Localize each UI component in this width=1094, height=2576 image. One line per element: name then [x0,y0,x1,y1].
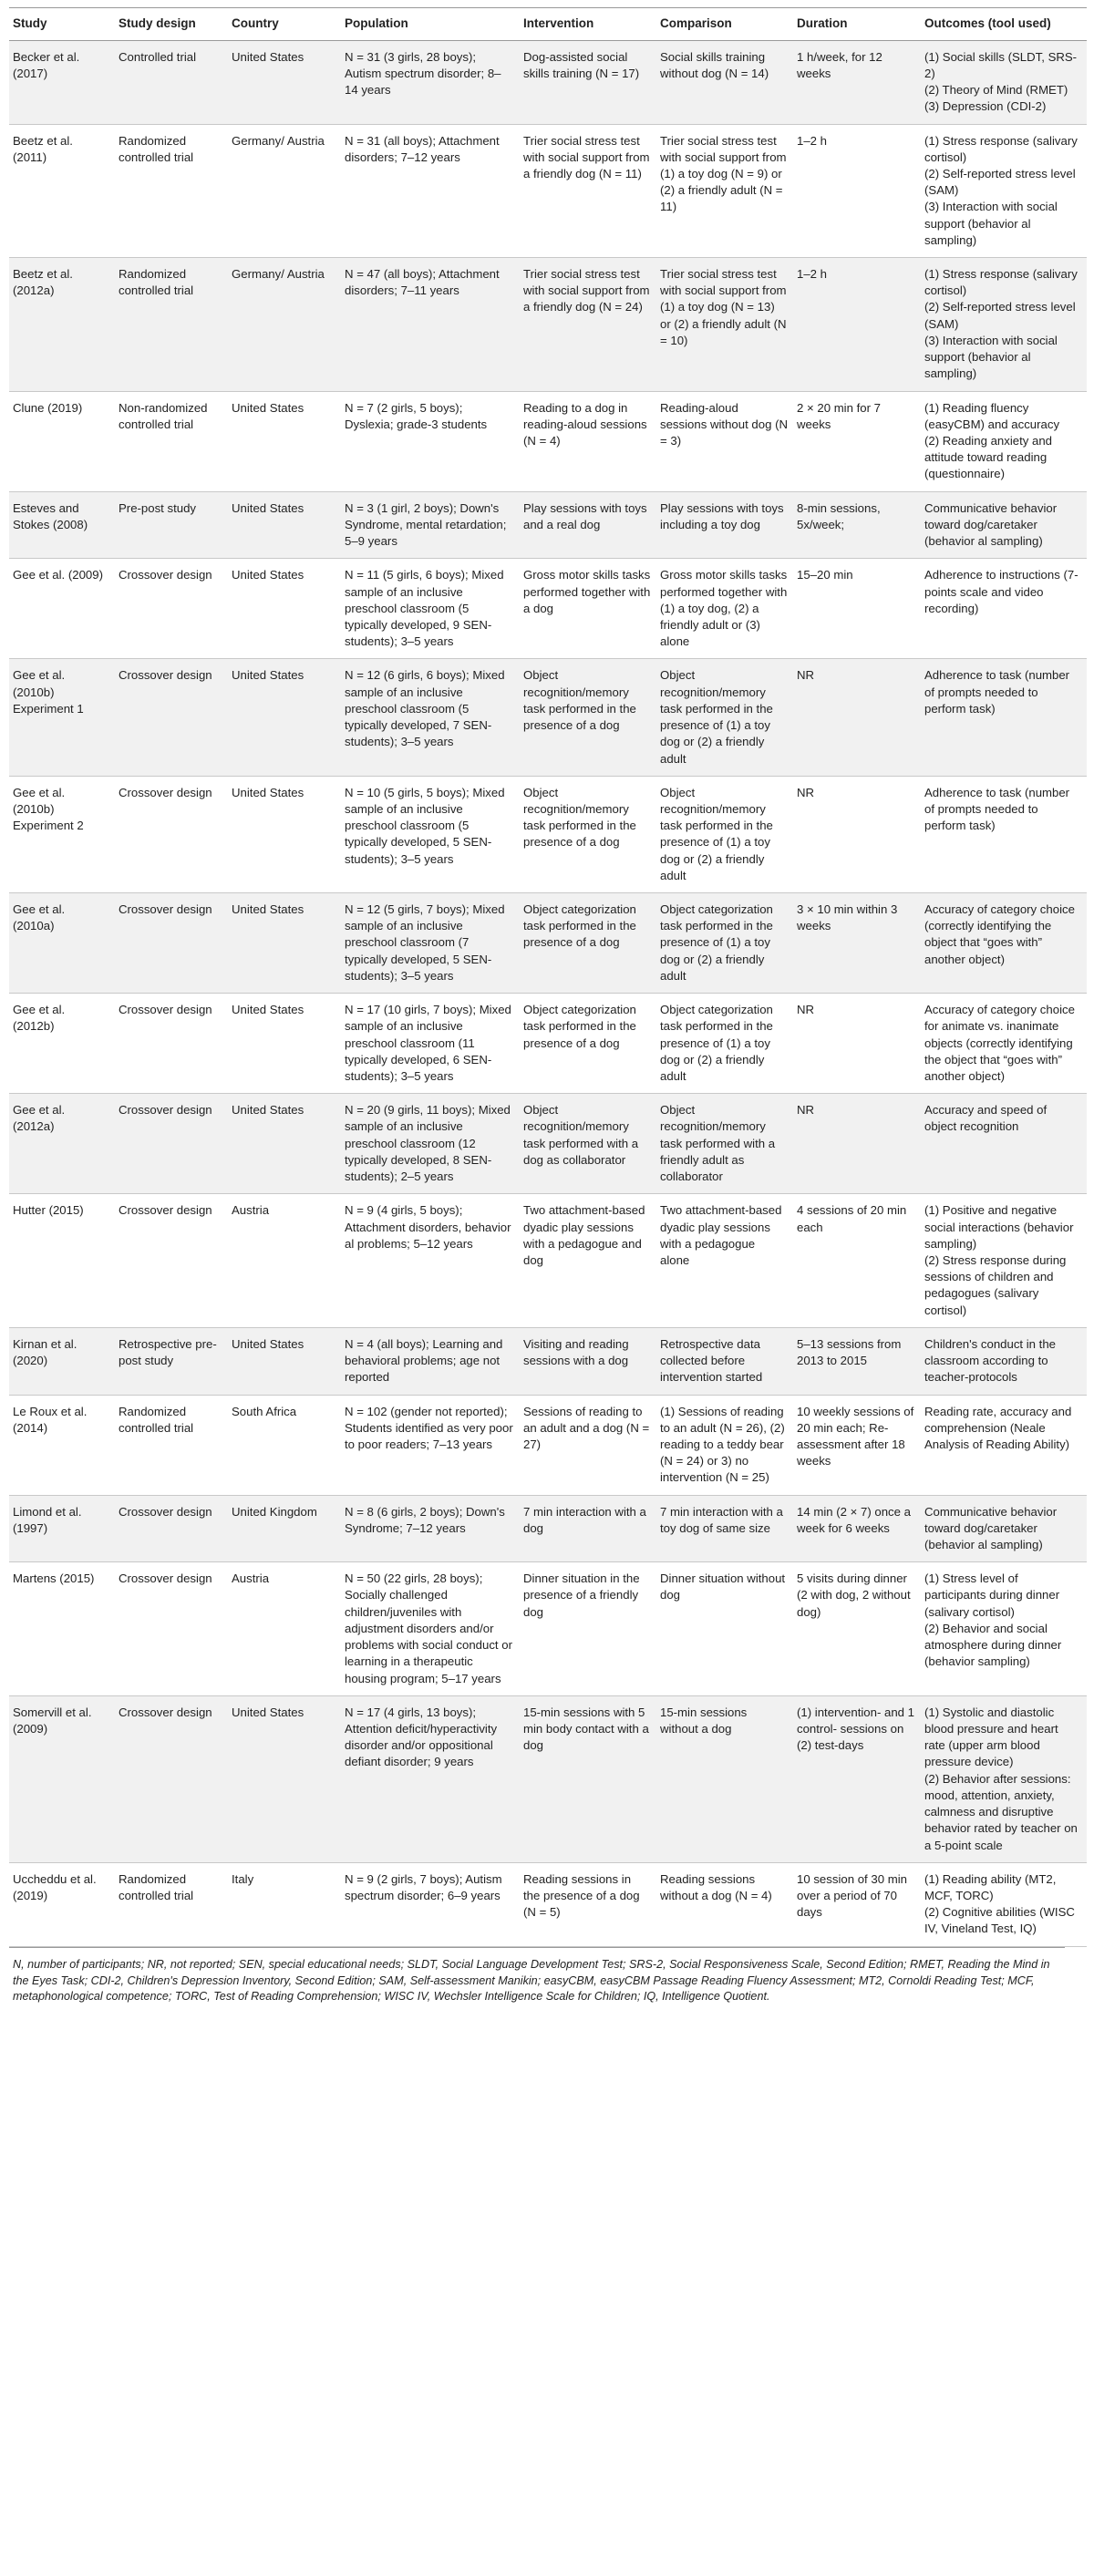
cell-intervention: Gross motor skills tasks performed together with a dog [520,559,656,659]
cell-outcomes: (1) Stress response (salivary cortisol) (2) Self-reported stress level (SAM) (3) Interaction with social support (behavior al sampling) [921,258,1087,392]
cell-study: Gee et al. (2012a) [9,1094,115,1194]
table-row [9,1562,1087,1696]
cell-intervention: Reading to a dog in reading-aloud sessions (N = 4) [520,391,656,491]
cell-population: N = 17 (10 girls, 7 boys); Mixed sample of an inclusive preschool classroom (11 typically developed, 6 SEN-students); 3–5 years [341,994,520,1094]
cell-comparison: Dinner situation without dog [656,1562,793,1696]
cell-intervention: Trier social stress test with social support from a friendly dog (N = 11) [520,124,656,258]
cell-outcomes: (1) Social skills (SLDT, SRS-2) (2) Theory of Mind (RMET) (3) Depression (CDI-2) [921,40,1087,124]
cell-intervention: Sessions of reading to an adult and a dog (N = 27) [520,1395,656,1495]
cell-country: Germany/ Austria [228,124,341,258]
cell-duration: 4 sessions of 20 min each [793,1194,921,1328]
cell-intervention: Object recognition/memory task performed in the presence of a dog [520,659,656,776]
cell-population: N = 10 (5 girls, 5 boys); Mixed sample of an inclusive preschool classroom (5 typically developed, 5 SEN-students); 3–5 years [341,776,520,892]
cell-country: United States [228,1094,341,1194]
cell-study-design: Crossover design [115,1094,228,1194]
cell-duration: 5–13 sessions from 2013 to 2015 [793,1327,921,1395]
cell-country: United Kingdom [228,1495,341,1562]
cell-intervention: Visiting and reading sessions with a dog [520,1327,656,1395]
col-header-duration: Duration [793,8,921,41]
cell-outcomes: (1) Systolic and diastolic blood pressure and heart rate (upper arm blood pressure device) (2) Behavior after sessions: mood, attention, anxiety, calmness and disruptive behavior rated by teacher on a 5-point scale [921,1695,1087,1862]
cell-comparison: Object categorization task performed in the presence of (1) a toy dog or (2) a friendly adult [656,893,793,994]
cell-population: N = 9 (2 girls, 7 boys); Autism spectrum disorder; 6–9 years [341,1862,520,1946]
cell-study-design: Crossover design [115,776,228,892]
cell-population: N = 50 (22 girls, 28 boys); Socially challenged children/juveniles with adjustment disorders and/or problems with social conduct or learning in a therapeutic housing program; 5–17 years [341,1562,520,1696]
cell-intervention: Object recognition/memory task performed in the presence of a dog [520,776,656,892]
cell-intervention: Object recognition/memory task performed with a dog as collaborator [520,1094,656,1194]
cell-country: United States [228,40,341,124]
cell-intervention: 7 min interaction with a dog [520,1495,656,1562]
table-row [9,40,1087,124]
cell-outcomes: Communicative behavior toward dog/caretaker (behavior al sampling) [921,1495,1087,1562]
cell-population: N = 12 (6 girls, 6 boys); Mixed sample of an inclusive preschool classroom (5 typically developed, 7 SEN-students); 3–5 years [341,659,520,776]
cell-intervention: 15-min sessions with 5 min body contact with a dog [520,1695,656,1862]
cell-outcomes: Communicative behavior toward dog/caretaker (behavior al sampling) [921,491,1087,559]
cell-study: Somervill et al. (2009) [9,1695,115,1862]
table-row [9,893,1087,994]
cell-population: N = 47 (all boys); Attachment disorders; 7–11 years [341,258,520,392]
cell-intervention: Reading sessions in the presence of a dog (N = 5) [520,1862,656,1946]
cell-intervention: Two attachment-based dyadic play sessions with a pedagogue and dog [520,1194,656,1328]
cell-comparison: Trier social stress test with social support from (1) a toy dog (N = 9) or (2) a friendly adult (N = 11) [656,124,793,258]
cell-duration: NR [793,1094,921,1194]
table-row [9,776,1087,892]
cell-comparison: Trier social stress test with social support from (1) a toy dog (N = 13) or (2) a friendly adult (N = 10) [656,258,793,392]
cell-study: Gee et al. (2010b) Experiment 1 [9,659,115,776]
cell-country: United States [228,659,341,776]
cell-study: Gee et al. (2010a) [9,893,115,994]
cell-outcomes: Children's conduct in the classroom according to teacher-protocols [921,1327,1087,1395]
table-row [9,1327,1087,1395]
cell-study-design: Crossover design [115,1495,228,1562]
cell-study-design: Crossover design [115,994,228,1094]
table-row [9,391,1087,491]
cell-intervention: Dinner situation in the presence of a friendly dog [520,1562,656,1696]
cell-intervention: Dog-assisted social skills training (N = 17) [520,40,656,124]
cell-study-design: Crossover design [115,659,228,776]
cell-population: N = 8 (6 girls, 2 boys); Down's Syndrome; 7–12 years [341,1495,520,1562]
cell-duration: 2 × 20 min for 7 weeks [793,391,921,491]
cell-country: United States [228,391,341,491]
table-row [9,124,1087,258]
cell-population: N = 31 (3 girls, 28 boys); Autism spectrum disorder; 8–14 years [341,40,520,124]
table-body [9,40,1087,1946]
table-row [9,491,1087,559]
cell-comparison: Reading-aloud sessions without dog (N = 3) [656,391,793,491]
cell-comparison: Gross motor skills tasks performed together with (1) a toy dog, (2) a friendly adult or (3) alone [656,559,793,659]
cell-duration: 1–2 h [793,124,921,258]
cell-population: N = 31 (all boys); Attachment disorders; 7–12 years [341,124,520,258]
table-row [9,1862,1087,1946]
cell-country: South Africa [228,1395,341,1495]
table-row [9,1395,1087,1495]
table-row [9,1495,1087,1562]
table-header-row [9,8,1087,41]
cell-country: United States [228,1327,341,1395]
cell-study-design: Pre-post study [115,491,228,559]
cell-country: Italy [228,1862,341,1946]
cell-outcomes: (1) Stress level of participants during dinner (salivary cortisol) (2) Behavior and social atmosphere during dinner (behavior sampling) [921,1562,1087,1696]
cell-study-design: Crossover design [115,1695,228,1862]
cell-population: N = 3 (1 girl, 2 boys); Down's Syndrome, mental retardation; 5–9 years [341,491,520,559]
cell-outcomes: Accuracy and speed of object recognition [921,1094,1087,1194]
cell-comparison: (1) Sessions of reading to an adult (N = 26), (2) reading to a teddy bear (N = 24) or 3) no intervention (N = 25) [656,1395,793,1495]
studies-table [9,7,1087,1947]
col-header-country: Country [228,8,341,41]
cell-country: Austria [228,1194,341,1328]
cell-study-design: Crossover design [115,893,228,994]
table-footnote: N, number of participants; NR, not reported; SEN, special educational needs; SLDT, Social Language Development Test; SRS-2, Social Responsiveness Scale, Second Edition; RMET, Reading the Mind in the Eyes Task; CDI-2, Children's Depression Inventory, Second Edition; SAM, Self-assessment Manikin; easyCBM, easyCBM Passage Reading Fluency Assessment; MT2, Cornoldi Reading Test; MCF, metaphonological competence; TORC, Test of Reading Comprehension; WISC IV, Wechsler Intelligence Scale for Children; IQ, Intelligence Quotient. [9,1947,1065,2006]
cell-outcomes: Adherence to task (number of prompts needed to perform task) [921,776,1087,892]
cell-comparison: Retrospective data collected before intervention started [656,1327,793,1395]
table-row [9,559,1087,659]
cell-outcomes: Reading rate, accuracy and comprehension (Neale Analysis of Reading Ability) [921,1395,1087,1495]
table-row [9,1194,1087,1328]
cell-study: Uccheddu et al. (2019) [9,1862,115,1946]
cell-outcomes: Accuracy of category choice (correctly identifying the object that “goes with” another object) [921,893,1087,994]
cell-outcomes: (1) Reading ability (MT2, MCF, TORC) (2) Cognitive abilities (WISC IV, Vineland Test, IQ) [921,1862,1087,1946]
cell-study-design: Randomized controlled trial [115,1395,228,1495]
cell-intervention: Play sessions with toys and a real dog [520,491,656,559]
cell-study-design: Controlled trial [115,40,228,124]
cell-study: Gee et al. (2012b) [9,994,115,1094]
cell-country: Germany/ Austria [228,258,341,392]
cell-duration: 10 weekly sessions of 20 min each; Re-assessment after 18 weeks [793,1395,921,1495]
cell-comparison: Reading sessions without a dog (N = 4) [656,1862,793,1946]
cell-country: United States [228,1695,341,1862]
cell-duration: 10 session of 30 min over a period of 70 days [793,1862,921,1946]
cell-comparison: Object recognition/memory task performed with a friendly adult as collaborator [656,1094,793,1194]
table-row [9,994,1087,1094]
col-header-intervention: Intervention [520,8,656,41]
cell-duration: (1) intervention- and 1 control- sessions on (2) test-days [793,1695,921,1862]
cell-population: N = 102 (gender not reported); Students identified as very poor to poor readers; 7–13 years [341,1395,520,1495]
cell-study: Kirnan et al. (2020) [9,1327,115,1395]
cell-study: Clune (2019) [9,391,115,491]
cell-comparison: 15-min sessions without a dog [656,1695,793,1862]
cell-intervention: Object categorization task performed in the presence of a dog [520,893,656,994]
cell-study: Le Roux et al. (2014) [9,1395,115,1495]
cell-country: United States [228,491,341,559]
cell-comparison: Social skills training without dog (N = 14) [656,40,793,124]
cell-population: N = 17 (4 girls, 13 boys); Attention deficit/hyperactivity disorder and/or oppositional defiant disorder; 9 years [341,1695,520,1862]
cell-study-design: Randomized controlled trial [115,124,228,258]
cell-study-design: Crossover design [115,1562,228,1696]
col-header-comparison: Comparison [656,8,793,41]
cell-outcomes: (1) Stress response (salivary cortisol) (2) Self-reported stress level (SAM) (3) Interaction with social support (behavior al sampling) [921,124,1087,258]
table-row [9,258,1087,392]
cell-outcomes: (1) Positive and negative social interactions (behavior sampling) (2) Stress response during sessions of children and pedagogues (salivary cortisol) [921,1194,1087,1328]
cell-study-design: Non-randomized controlled trial [115,391,228,491]
col-header-study: Study [9,8,115,41]
cell-comparison: Object recognition/memory task performed in the presence of (1) a toy dog or (2) a friendly adult [656,659,793,776]
cell-duration: 15–20 min [793,559,921,659]
table-row [9,1695,1087,1862]
cell-study: Becker et al. (2017) [9,40,115,124]
cell-country: United States [228,893,341,994]
cell-population: N = 9 (4 girls, 5 boys); Attachment disorders, behavior al problems; 5–12 years [341,1194,520,1328]
cell-population: N = 11 (5 girls, 6 boys); Mixed sample of an inclusive preschool classroom (5 typically developed, 9 SEN-students); 3–5 years [341,559,520,659]
col-header-outcomes: Outcomes (tool used) [921,8,1087,41]
cell-outcomes: (1) Reading fluency (easyCBM) and accuracy (2) Reading anxiety and attitude toward reading (questionnaire) [921,391,1087,491]
cell-comparison: Object categorization task performed in the presence of (1) a toy dog or (2) a friendly adult [656,994,793,1094]
table-row [9,659,1087,776]
cell-duration: 1 h/week, for 12 weeks [793,40,921,124]
cell-study: Limond et al. (1997) [9,1495,115,1562]
cell-study: Beetz et al. (2011) [9,124,115,258]
col-header-study-design: Study design [115,8,228,41]
cell-study-design: Crossover design [115,559,228,659]
cell-population: N = 7 (2 girls, 5 boys); Dyslexia; grade-3 students [341,391,520,491]
cell-country: United States [228,776,341,892]
cell-country: Austria [228,1562,341,1696]
col-header-population: Population [341,8,520,41]
cell-comparison: Two attachment-based dyadic play sessions with a pedagogue alone [656,1194,793,1328]
cell-outcomes: Accuracy of category choice for animate vs. inanimate objects (correctly identifying the object that “goes with” another object) [921,994,1087,1094]
cell-study: Beetz et al. (2012a) [9,258,115,392]
cell-comparison: 7 min interaction with a toy dog of same size [656,1495,793,1562]
cell-comparison: Play sessions with toys including a toy dog [656,491,793,559]
cell-comparison: Object recognition/memory task performed in the presence of (1) a toy dog or (2) a friendly adult [656,776,793,892]
cell-duration: NR [793,776,921,892]
cell-intervention: Trier social stress test with social support from a friendly dog (N = 24) [520,258,656,392]
cell-study: Gee et al. (2009) [9,559,115,659]
cell-study: Gee et al. (2010b) Experiment 2 [9,776,115,892]
cell-duration: NR [793,994,921,1094]
cell-study: Esteves and Stokes (2008) [9,491,115,559]
cell-country: United States [228,559,341,659]
cell-duration: 1–2 h [793,258,921,392]
cell-study-design: Randomized controlled trial [115,1862,228,1946]
cell-study-design: Crossover design [115,1194,228,1328]
cell-duration: NR [793,659,921,776]
cell-intervention: Object categorization task performed in the presence of a dog [520,994,656,1094]
cell-outcomes: Adherence to task (number of prompts needed to perform task) [921,659,1087,776]
cell-duration: 8-min sessions, 5x/week; [793,491,921,559]
cell-duration: 5 visits during dinner (2 with dog, 2 without dog) [793,1562,921,1696]
cell-duration: 14 min (2 × 7) once a week for 6 weeks [793,1495,921,1562]
table-row [9,1094,1087,1194]
cell-study: Martens (2015) [9,1562,115,1696]
cell-population: N = 4 (all boys); Learning and behavioral problems; age not reported [341,1327,520,1395]
cell-outcomes: Adherence to instructions (7-points scale and video recording) [921,559,1087,659]
cell-country: United States [228,994,341,1094]
cell-population: N = 12 (5 girls, 7 boys); Mixed sample of an inclusive preschool classroom (7 typically developed, 5 SEN-students); 3–5 years [341,893,520,994]
cell-population: N = 20 (9 girls, 11 boys); Mixed sample of an inclusive preschool classroom (12 typically developed, 8 SEN-students); 2–5 years [341,1094,520,1194]
cell-study-design: Randomized controlled trial [115,258,228,392]
cell-study: Hutter (2015) [9,1194,115,1328]
cell-study-design: Retrospective pre-post study [115,1327,228,1395]
cell-duration: 3 × 10 min within 3 weeks [793,893,921,994]
